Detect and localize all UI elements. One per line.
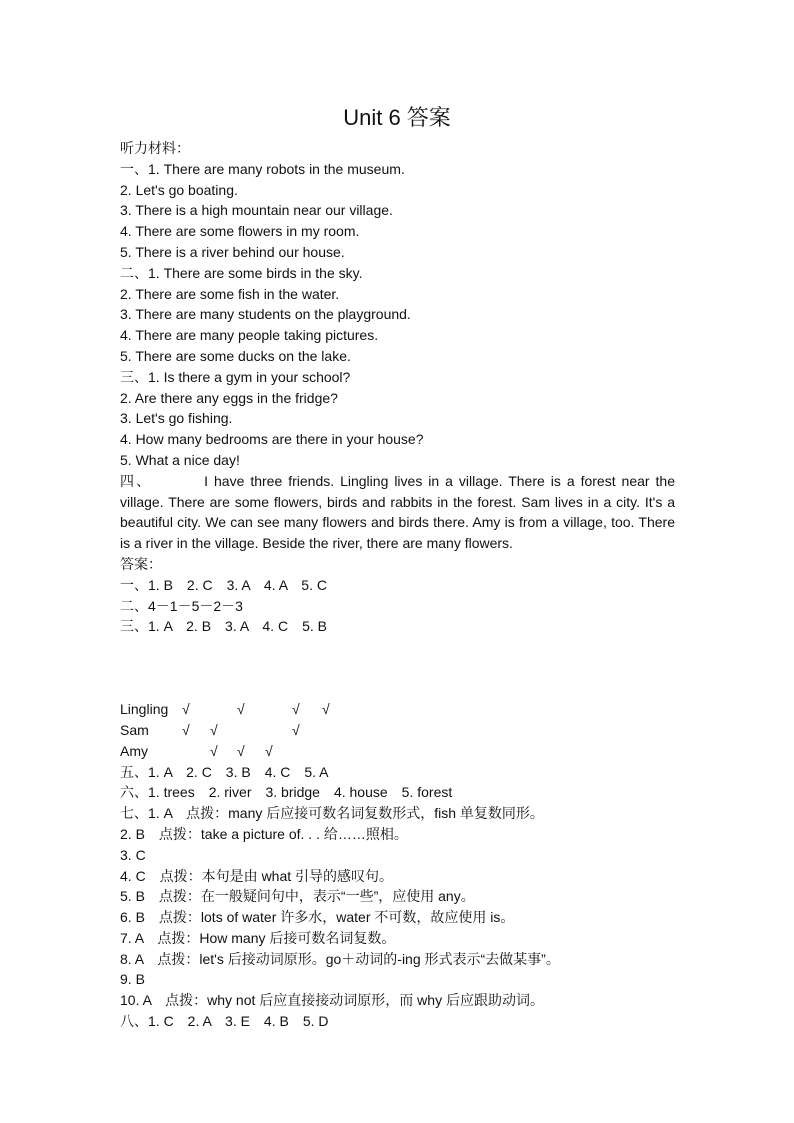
answer-line: 9. B [120,971,145,988]
listening-line: 3. There is a high mountain near our village. [120,202,393,219]
grid-row-amy [120,741,675,762]
listening-line: 4. How many bedrooms are there in your house? [120,431,424,448]
listening-line: 5. There are some ducks on the lake. [120,347,351,364]
answer-line: 3. C [120,846,146,863]
grid-row-name: Sam [120,721,149,738]
grid-row-lingling [120,699,675,720]
listening-line: 4. There are some flowers in my room. [120,223,360,240]
blank-gap [120,637,675,699]
answer-line: 八、1. C 2. A 3. E 4. B 5. D [120,1013,329,1030]
check-mark: √ [210,721,218,738]
listening-line: 2. Let's go boating. [120,181,238,198]
listening-heading: 听力材料： [120,140,190,156]
passage-text: I have three friends. Lingling lives in a village. There is a forest near the village. There are some flowers, birds and rabbits in the forest. Sam lives in a city. It's a beautiful city. We can see many flowers and birds there. Amy is from a village, too. There is a river in the village. Beside the river, there are many flowers. [120,472,676,552]
answer-line: 8. A 点拨：let's 后接动词原形。go＋动词的-ing 形式表示“去做某事”。 [120,950,560,967]
answer-line: 10. A 点拨：why not 后应直接接动词原形，而 why 后应跟助动词。 [120,992,544,1009]
grid-row-sam [120,720,675,741]
answer-line: 五、1. A 2. C 3. B 4. C 5. A [120,763,329,780]
listening-line: 二、1. There are some birds in the sky. [120,264,363,281]
answers-heading: 答案： [120,555,162,572]
listening-line: 3. There are many students on the playground. [120,306,411,323]
document-body [120,138,675,1032]
listening-line: 2. There are some fish in the water. [120,285,340,302]
page-title: Unit 6 答案 [343,105,451,130]
answer-line: 6. B 点拨：lots of water 许多水，water 不可数，故应使用 is。 [120,909,515,926]
check-mark: √ [182,721,190,738]
answer-line: 七、1. A 点拨：many 后应接可数名词复数形式，fish 单复数同形。 [120,805,544,822]
listening-line: 一、1. There are many robots in the museum. [120,160,405,177]
answer-line: 5. B 点拨：在一般疑问句中，表示“一些”，应使用 any。 [120,888,475,905]
check-mark: √ [292,721,300,738]
check-mark: √ [210,742,218,759]
answer-line: 三、1. A 2. B 3. A 4. C 5. B [120,618,327,635]
listening-line: 5. What a nice day! [120,451,240,468]
answer-line: 一、1. B 2. C 3. A 4. A 5. C [120,576,327,593]
check-mark: √ [237,742,245,759]
answer-line: 7. A 点拨：How many 后接可数名词复数。 [120,929,396,946]
listening-passage [120,471,675,554]
answer-line: 2. B 点拨：take a picture of. . . 给……照相。 [120,825,408,842]
check-mark: √ [265,742,273,759]
passage-label: 四、 [120,472,153,489]
grid-row-name: Lingling [120,701,169,718]
check-mark: √ [182,701,190,718]
check-mark: √ [237,701,245,718]
answer-line: 二、4－1－5－2－3 [120,597,243,614]
listening-line: 5. There is a river behind our house. [120,243,345,260]
check-mark: √ [322,701,330,718]
listening-line: 3. Let's go fishing. [120,410,233,427]
answer-line: 六、1. trees 2. river 3. bridge 4. house 5. forest [120,784,453,801]
check-mark: √ [292,701,300,718]
answer-line: 4. C 点拨：本句是由 what 引导的感叹句。 [120,867,394,884]
listening-line: 2. Are there any eggs in the fridge? [120,389,338,406]
listening-line: 三、1. Is there a gym in your school? [120,368,351,385]
listening-line: 4. There are many people taking pictures. [120,327,379,344]
grid-row-name: Amy [120,742,148,759]
